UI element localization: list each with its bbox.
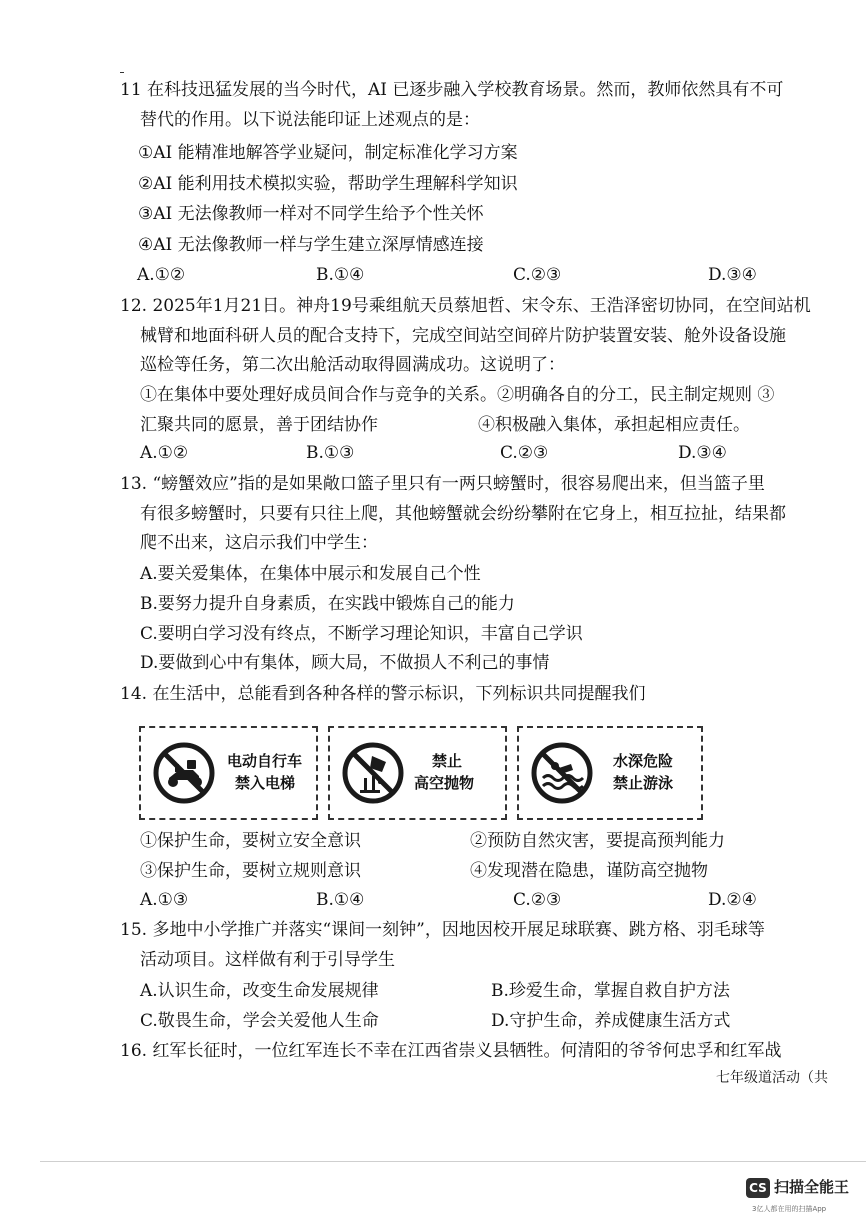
sign2-line1: 禁止 [432, 752, 463, 770]
q13-option-c: C.要明白学习没有终点，不断学习理论知识，丰富自己学识 [140, 624, 583, 644]
no-throwing-icon [342, 742, 404, 804]
q15-stem-line1: 15. 多地中小学推广并落实“课间一刻钟”，因地因校开展足球联赛、跳方格、羽毛球等 [120, 920, 765, 940]
q11-statement-4: ④AI 无法像教师一样与学生建立深厚情感连接 [138, 235, 484, 255]
no-swimming-icon [531, 742, 593, 804]
q15-option-d: D.守护生命，养成健康生活方式 [491, 1011, 731, 1031]
q14-option-b: B.①④ [316, 890, 365, 910]
q13-stem-line2: 有很多螃蟹时，只要有只往上爬，其他螃蟹就会纷纷攀附在它身上，相互拉扯，结果都 [140, 504, 786, 524]
q12-statements-line2b: ④积极融入集体，承担起相应责任。 [478, 415, 750, 435]
sign2-line2: 高空抛物 [414, 774, 475, 792]
q12-statements-line2a: 汇聚共同的愿景，善于团结协作 [140, 415, 378, 435]
q13-option-b: B.要努力提升自身素质，在实践中锻炼自己的能力 [140, 594, 515, 614]
q11-statement-3: ③AI 无法像教师一样对不同学生给予个性关怀 [138, 204, 484, 224]
q11-option-a: A.①② [137, 265, 186, 285]
q11-option-d: D.③④ [708, 265, 757, 285]
page-footer: 七年级道活动（共 [716, 1070, 828, 1086]
sign-no-swimming [517, 726, 703, 820]
sign3-line1: 水深危险 [613, 752, 674, 770]
q14-statement-4: ④发现潜在隐患，谨防高空抛物 [470, 861, 708, 881]
q14-option-a: A.①③ [140, 890, 189, 910]
q14-stem: 14. 在生活中，总能看到各种各样的警示标识，下列标识共同提醒我们 [120, 684, 646, 704]
q13-option-a: A.要关爱集体，在集体中展示和发展自己个性 [140, 564, 481, 584]
q12-option-c: C.②③ [500, 443, 549, 463]
q14-statement-1: ①保护生命，要树立安全意识 [140, 831, 361, 851]
q14-option-c: C.②③ [513, 890, 562, 910]
q15-option-c: C.敬畏生命，学会关爱他人生命 [140, 1011, 379, 1031]
q11-option-c: C.②③ [513, 265, 562, 285]
scan-mark [120, 72, 124, 73]
q13-option-d: D.要做到心中有集体，顾大局，不做损人不利己的事情 [140, 653, 550, 673]
q11-option-b: B.①④ [316, 265, 365, 285]
q12-stem-line3: 巡检等任务，第二次出舱活动取得圆满成功。这说明了： [140, 355, 565, 375]
q16-stem-line1: 16. 红军长征时，一位红军连长不幸在江西省崇义县牺牲。何清阳的爷爷何忠孚和红军战 [120, 1041, 782, 1061]
q14-option-d: D.②④ [708, 890, 757, 910]
q11-statement-1: ①AI 能精准地解答学业疑问，制定标准化学习方案 [138, 143, 518, 163]
sign1-line1: 电动自行车 [227, 752, 303, 770]
camscanner-tagline: 3亿人都在用的扫描App [752, 1205, 827, 1213]
camscanner-name: 扫描全能王 [774, 1178, 850, 1196]
footer-divider [40, 1161, 866, 1162]
q13-stem-line3: 爬不出来，这启示我们中学生： [140, 533, 378, 553]
q12-stem-line1: 12. 2025年1月21日。神舟19号乘组航天员蔡旭哲、宋令东、王浩泽密切协同，在空间站机 [120, 296, 811, 316]
q12-stem-line2: 械臂和地面科研人员的配合支持下，完成空间站空间碎片防护装置安装、舱外设备设施 [140, 326, 786, 346]
q12-statements-line1: ①在集体中要处理好成员间合作与竞争的关系。②明确各自的分工，民主制定规则 ③ [140, 385, 775, 405]
q13-stem-line1: 13. “螃蟹效应”指的是如果敞口篮子里只有一两只螃蟹时，很容易爬出来，但当篮子里 [120, 474, 765, 494]
sign-no-ebike-elevator [139, 726, 318, 820]
q12-option-a: A.①② [140, 443, 189, 463]
no-ebike-icon [153, 742, 215, 804]
camscanner-logo: CS [746, 1178, 770, 1198]
q15-option-a: A.认识生命，改变生命发展规律 [140, 981, 379, 1001]
q14-statement-2: ②预防自然灾害，要提高预判能力 [470, 831, 725, 851]
q14-statement-3: ③保护生命，要树立规则意识 [140, 861, 361, 881]
q15-stem-line2: 活动项目。这样做有利于引导学生 [140, 950, 395, 970]
q12-option-d: D.③④ [678, 443, 727, 463]
q11-stem-line2: 替代的作用。以下说法能印证上述观点的是： [140, 110, 480, 130]
sign-no-throwing [328, 726, 507, 820]
q15-option-b: B.珍爱生命，掌握自救自护方法 [491, 981, 730, 1001]
q11-stem-line1: 11 在科技迅猛发展的当今时代，AI 已逐步融入学校教育场景。然而，教师依然具有不可 [120, 80, 784, 100]
sign3-line2: 禁止游泳 [613, 774, 674, 792]
sign1-line2: 禁入电梯 [235, 774, 296, 792]
q12-option-b: B.①③ [306, 443, 355, 463]
q11-statement-2: ②AI 能利用技术模拟实验，帮助学生理解科学知识 [138, 174, 518, 194]
